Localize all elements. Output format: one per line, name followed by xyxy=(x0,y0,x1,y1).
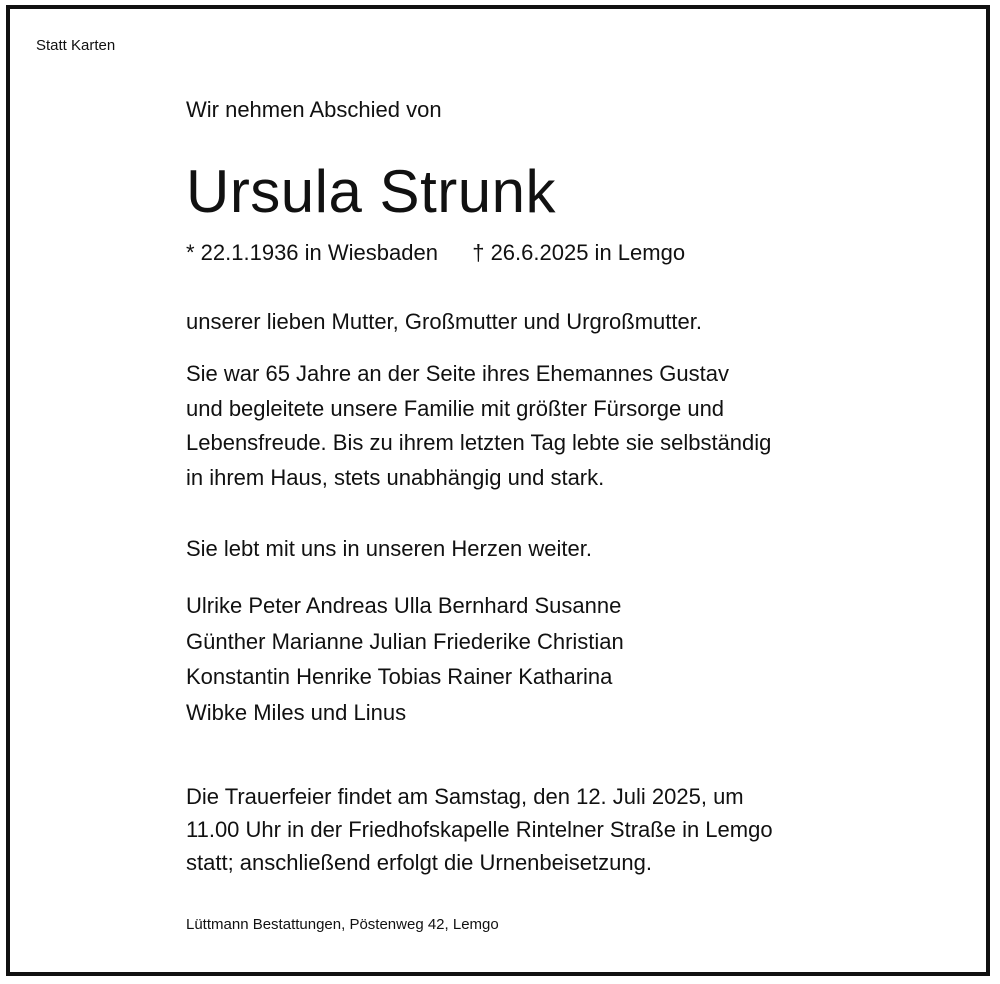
tribute-paragraph xyxy=(186,357,771,495)
family-line: Ulrike Peter Andreas Ulla Bernhard Susanne xyxy=(186,593,622,618)
service-line: statt; anschließend erfolgt die Urnenbeisetzung. xyxy=(186,850,652,875)
intro-line: Wir nehmen Abschied von xyxy=(186,97,442,122)
remembrance-line: Sie lebt mit uns in unseren Herzen weiter. xyxy=(186,536,592,561)
tribute-line: Sie war 65 Jahre an der Seite ihres Ehemannes Gustav xyxy=(186,361,729,386)
undertaker-line: Lüttmann Bestattungen, Pöstenweg 42, Lemgo xyxy=(186,916,499,933)
family-line: Günther Marianne Julian Friederike Christian xyxy=(186,628,624,654)
family-names xyxy=(186,588,624,730)
relation-line: unserer lieben Mutter, Großmutter und Urgroßmutter. xyxy=(186,309,702,334)
service-line: 11.00 Uhr in der Friedhofskapelle Rintelner Straße in Lemgo xyxy=(186,817,773,842)
deceased-name: Ursula Strunk xyxy=(186,158,556,225)
life-dates xyxy=(186,236,685,270)
statt-karten-note: Statt Karten xyxy=(36,37,116,54)
family-line: Konstantin Henrike Tobias Rainer Katharina xyxy=(186,664,613,689)
tribute-line: Lebensfreude. Bis zu ihrem letzten Tag lebte sie selbständig xyxy=(186,430,772,455)
service-paragraph xyxy=(186,780,773,879)
tribute-line: in ihrem Haus, stets unabhängig und stark. xyxy=(186,464,605,490)
family-line: Wibke Miles und Linus xyxy=(186,699,407,725)
tribute-line: und begleitete unsere Familie mit größter Fürsorge und xyxy=(186,395,725,421)
birth-date: * 22.1.1936 in Wiesbaden xyxy=(186,240,438,265)
service-line: Die Trauerfeier findet am Samstag, den 12. Juli 2025, um xyxy=(186,784,744,809)
death-date: † 26.6.2025 in Lemgo xyxy=(472,240,686,265)
